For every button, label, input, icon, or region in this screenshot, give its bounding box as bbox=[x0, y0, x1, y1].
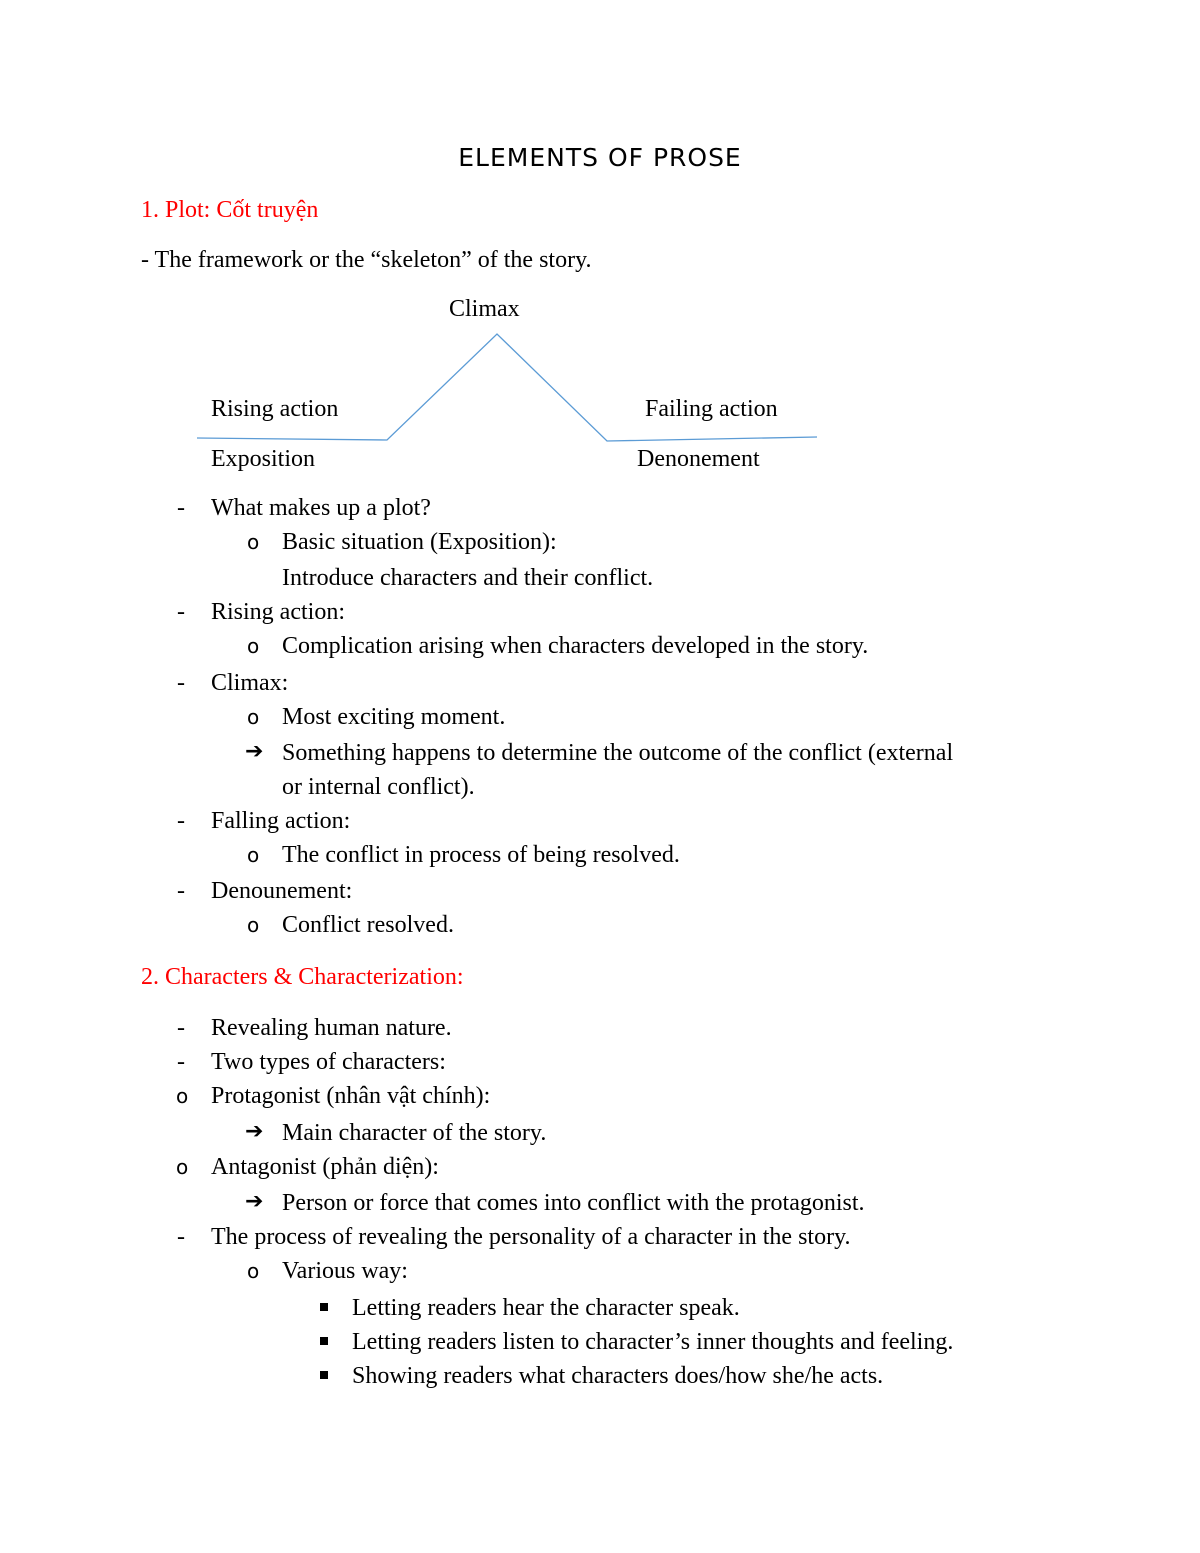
list-item-falling-action: Falling action: bbox=[211, 808, 351, 834]
page-title: ELEMENTS OF PROSE bbox=[458, 143, 742, 172]
dash-bullet: - bbox=[177, 808, 185, 834]
list-item-two-types: Two types of characters: bbox=[211, 1049, 446, 1075]
list-subitem-basic-situation: Basic situation (Exposition): bbox=[282, 529, 557, 555]
list-bullet-actions: Showing readers what characters does/how she/he acts. bbox=[352, 1363, 884, 1389]
list-bullet-inner-thoughts: Letting readers listen to character’s inner thoughts and feeling. bbox=[352, 1329, 954, 1355]
list-subitem-exciting-moment: Most exciting moment. bbox=[282, 704, 506, 730]
section-heading-characters: 2. Characters & Characterization: bbox=[141, 964, 464, 990]
circle-bullet-icon: o bbox=[176, 1084, 189, 1108]
dash-bullet: - bbox=[177, 670, 185, 696]
circle-bullet-icon: o bbox=[247, 913, 260, 937]
circle-bullet-icon: o bbox=[247, 634, 260, 658]
list-subitem-being-resolved: The conflict in process of being resolved. bbox=[282, 842, 680, 868]
list-item-rising-action: Rising action: bbox=[211, 599, 345, 625]
diagram-label-climax: Climax bbox=[449, 296, 520, 322]
diagram-label-exposition: Exposition bbox=[211, 446, 316, 472]
dash-bullet: - bbox=[177, 1015, 185, 1041]
list-item-revealing-process: The process of revealing the personality of a character in the story. bbox=[211, 1224, 851, 1250]
square-bullet-icon bbox=[320, 1371, 328, 1379]
circle-bullet-icon: o bbox=[247, 705, 260, 729]
list-arrow-opposing-force: Person or force that comes into conflict with the protagonist. bbox=[282, 1190, 865, 1216]
list-arrow-outcome-line1: Something happens to determine the outcome of the conflict (external bbox=[282, 740, 954, 766]
section-heading-plot: 1. Plot: Cốt truyện bbox=[141, 197, 319, 223]
list-item-what-makes-plot: What makes up a plot? bbox=[211, 495, 431, 521]
dash-bullet: - bbox=[177, 878, 185, 904]
dash-bullet: - bbox=[177, 495, 185, 521]
arrow-right-icon: ➔ bbox=[245, 1119, 264, 1144]
dash-bullet: - bbox=[177, 1049, 185, 1075]
list-arrow-outcome-line2: or internal conflict). bbox=[282, 774, 475, 800]
plot-definition: - The framework or the “skeleton” of the story. bbox=[141, 247, 592, 273]
list-item-human-nature: Revealing human nature. bbox=[211, 1015, 452, 1041]
circle-bullet-icon: o bbox=[247, 843, 260, 867]
list-bullet-hear-speak: Letting readers hear the character speak. bbox=[352, 1295, 740, 1321]
dash-bullet: - bbox=[177, 599, 185, 625]
list-item-denounement: Denounement: bbox=[211, 878, 353, 904]
square-bullet-icon bbox=[320, 1337, 328, 1345]
list-subitem-various-way: Various way: bbox=[282, 1258, 408, 1284]
arrow-right-icon: ➔ bbox=[245, 739, 264, 764]
diagram-label-rising-action: Rising action bbox=[211, 396, 339, 422]
circle-bullet-icon: o bbox=[247, 1259, 260, 1283]
list-item-climax: Climax: bbox=[211, 670, 289, 696]
list-subitem-complication: Complication arising when characters developed in the story. bbox=[282, 633, 869, 659]
diagram-label-failing-action: Failing action bbox=[645, 396, 778, 422]
arrow-right-icon: ➔ bbox=[245, 1189, 264, 1214]
list-item-antagonist: Antagonist (phản diện): bbox=[211, 1154, 439, 1180]
square-bullet-icon bbox=[320, 1303, 328, 1311]
plot-line bbox=[197, 334, 817, 441]
circle-bullet-icon: o bbox=[247, 530, 260, 554]
list-subitem-continuation: Introduce characters and their conflict. bbox=[282, 565, 654, 591]
circle-bullet-icon: o bbox=[176, 1155, 189, 1179]
diagram-label-denouement: Denonement bbox=[637, 446, 760, 472]
dash-bullet: - bbox=[177, 1224, 185, 1250]
list-item-protagonist: Protagonist (nhân vật chính): bbox=[211, 1083, 491, 1109]
list-arrow-main-character: Main character of the story. bbox=[282, 1120, 547, 1146]
list-subitem-resolved: Conflict resolved. bbox=[282, 912, 454, 938]
